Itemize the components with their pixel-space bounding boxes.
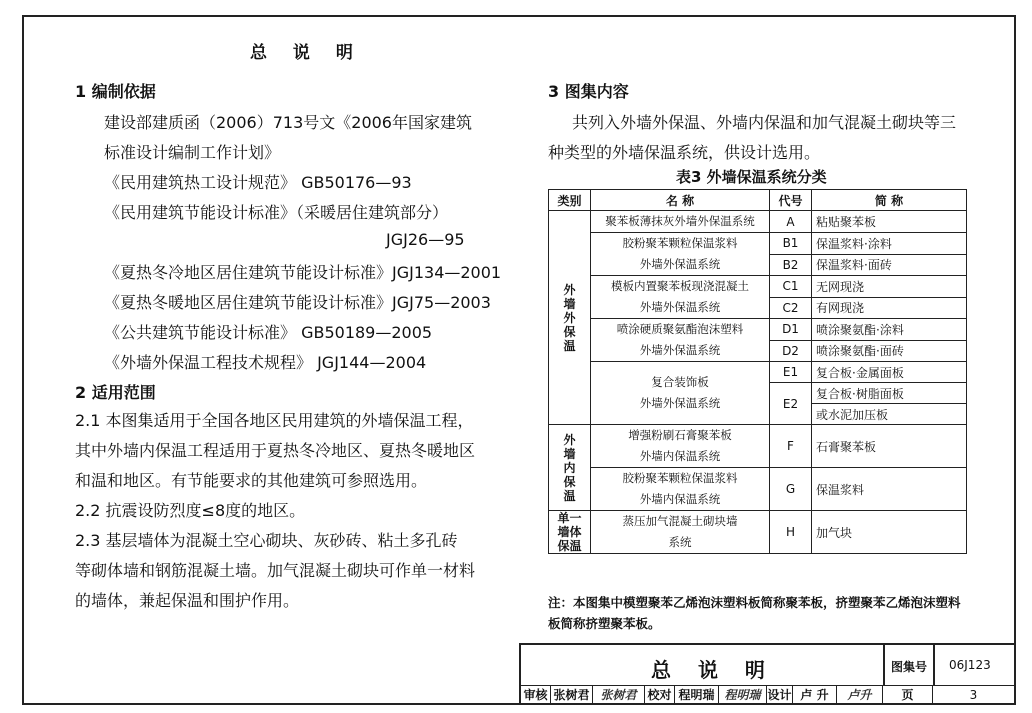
basis-line: 《夏热冬暖地区居住建筑节能设计标准》JGJ75—2003: [104, 293, 491, 312]
contents-line: 种类型的外墙保温系统，供设计选用。: [548, 143, 821, 162]
system-short: 喷涂聚氨酯·面砖: [812, 340, 967, 362]
scope-paragraph-line: 其中外墙内保温工程适用于夏热冬冷地区、夏热冬暖地区: [75, 441, 476, 460]
scope-paragraph-line: 的墙体，兼起保温和围护作用。: [75, 591, 300, 610]
system-short: 石膏聚苯板: [812, 425, 967, 468]
atlas-label: 图集号: [891, 660, 928, 674]
system-code: D1: [770, 319, 812, 341]
basis-line: JGJ26—95: [386, 230, 465, 249]
review-label: 审核: [521, 686, 551, 705]
system-short: 复合板·树脂面板: [812, 383, 967, 404]
system-short: 粘贴聚苯板: [812, 211, 967, 233]
header-name: 名 称: [591, 190, 770, 211]
system-name: 增强粉刷石膏聚苯板 外墙内保温系统: [591, 425, 770, 468]
system-name: 蒸压加气混凝土砌块墙 系统: [591, 511, 770, 554]
system-code: G: [770, 468, 812, 511]
system-code: D2: [770, 340, 812, 362]
system-short: 复合板·金属面板: [812, 362, 967, 383]
system-code: C1: [770, 276, 812, 298]
system-short: 保温浆料: [812, 468, 967, 511]
scope-paragraph-line: 2.3 基层墙体为混凝土空心砌块、灰砂砖、粘土多孔砖: [75, 531, 458, 550]
design-name: 卢 升: [793, 686, 837, 705]
scope-paragraph-line: 2.1 本图集适用于全国各地区民用建筑的外墙保温工程，: [75, 411, 474, 430]
check-name: 程明瑞: [675, 686, 719, 705]
system-short: 有网现浇: [812, 297, 967, 319]
header-code: 代号: [770, 190, 812, 211]
system-name: 喷涂硬质聚氨酯泡沫塑料 外墙外保温系统: [591, 319, 770, 362]
check-signature: 程明瑞: [719, 686, 767, 705]
system-code: E2: [770, 383, 812, 425]
system-short: 保温浆料·涂料: [812, 233, 967, 255]
review-name: 张树君: [551, 686, 593, 705]
title-block: [519, 643, 1016, 705]
system-name: 聚苯板薄抹灰外墙外保温系统: [591, 211, 770, 233]
system-code: E1: [770, 362, 812, 383]
table-note: 注：本图集中模塑聚苯乙烯泡沫塑料板简称聚苯板，挤塑聚苯乙烯泡沫塑料板简称挤塑聚苯板。: [548, 595, 961, 631]
table-header-row: [549, 190, 967, 211]
category-outer: 外墙外保温: [549, 211, 591, 425]
title-block-top-row: [521, 645, 1014, 686]
basis-line: 《民用建筑节能设计标准》（采暖居住建筑部分）: [104, 203, 449, 222]
table-caption: 表3 外墙保温系统分类: [676, 168, 827, 186]
table-row: [549, 233, 967, 255]
system-name: 模板内置聚苯板现浇混凝土 外墙外保温系统: [591, 276, 770, 319]
system-code: F: [770, 425, 812, 468]
table-row: [549, 319, 967, 341]
table-row: [549, 276, 967, 298]
scope-paragraph-line: 和温和地区。有节能要求的其他建筑可参照选用。: [75, 471, 428, 490]
category-inner: 外墙内保温: [549, 425, 591, 511]
system-short: 或水泥加压板: [812, 404, 967, 425]
basis-line: 《外墙外保温工程技术规程》 JGJ144—2004: [104, 353, 427, 372]
system-code: A: [770, 211, 812, 233]
category-single: 单一墙体保温: [549, 511, 591, 554]
header-category: 类别: [549, 190, 591, 211]
basis-line: 建设部建质函（2006）713号文《2006年国家建筑: [104, 113, 472, 132]
table-row: [549, 362, 967, 383]
system-code: B2: [770, 254, 812, 276]
check-label: 校对: [645, 686, 675, 705]
system-name: 复合装饰板 外墙外保温系统: [591, 362, 770, 425]
system-short: 加气块: [812, 511, 967, 554]
atlas-number: 06J123: [949, 658, 991, 672]
contents-line: 共列入外墙外保温、外墙内保温和加气混凝土砌块等三: [572, 113, 957, 132]
system-short: 喷涂聚氨酯·涂料: [812, 319, 967, 341]
review-signature: 张树君: [593, 686, 645, 705]
section-1-heading: 1 编制依据: [75, 82, 156, 101]
design-signature: 卢升: [837, 686, 883, 705]
section-3-heading: 3 图集内容: [548, 82, 629, 101]
basis-line: 《夏热冬冷地区居住建筑节能设计标准》JGJ134—2001: [104, 263, 502, 282]
table-row: [549, 211, 967, 233]
title-block-title: 总 说 明: [651, 658, 775, 682]
page-title: 总 说 明: [250, 43, 363, 63]
system-short: 无网现浇: [812, 276, 967, 298]
classification-table: [548, 189, 967, 554]
system-code: B1: [770, 233, 812, 255]
design-label: 设计: [767, 686, 793, 705]
section-2-heading: 2 适用范围: [75, 383, 156, 402]
title-block-sign-row: [521, 686, 1014, 705]
page-number: 3: [969, 688, 978, 702]
basis-line: 《民用建筑热工设计规范》 GB50176—93: [104, 173, 412, 192]
system-short: 保温浆料·面砖: [812, 254, 967, 276]
system-code: H: [770, 511, 812, 554]
basis-line: 《公共建筑节能设计标准》 GB50189—2005: [104, 323, 433, 342]
page-label: 页: [883, 686, 933, 705]
system-code: C2: [770, 297, 812, 319]
system-name: 胶粉聚苯颗粒保温浆料 外墙内保温系统: [591, 468, 770, 511]
basis-line: 标准设计编制工作计划》: [104, 143, 281, 162]
header-short: 简 称: [812, 190, 967, 211]
system-name: 胶粉聚苯颗粒保温浆料 外墙外保温系统: [591, 233, 770, 276]
scope-paragraph-line: 等砌体墙和钢筋混凝土墙。加气混凝土砌块可作单一材料: [75, 561, 476, 580]
scope-paragraph-line: 2.2 抗震设防烈度≤8度的地区。: [75, 501, 306, 520]
